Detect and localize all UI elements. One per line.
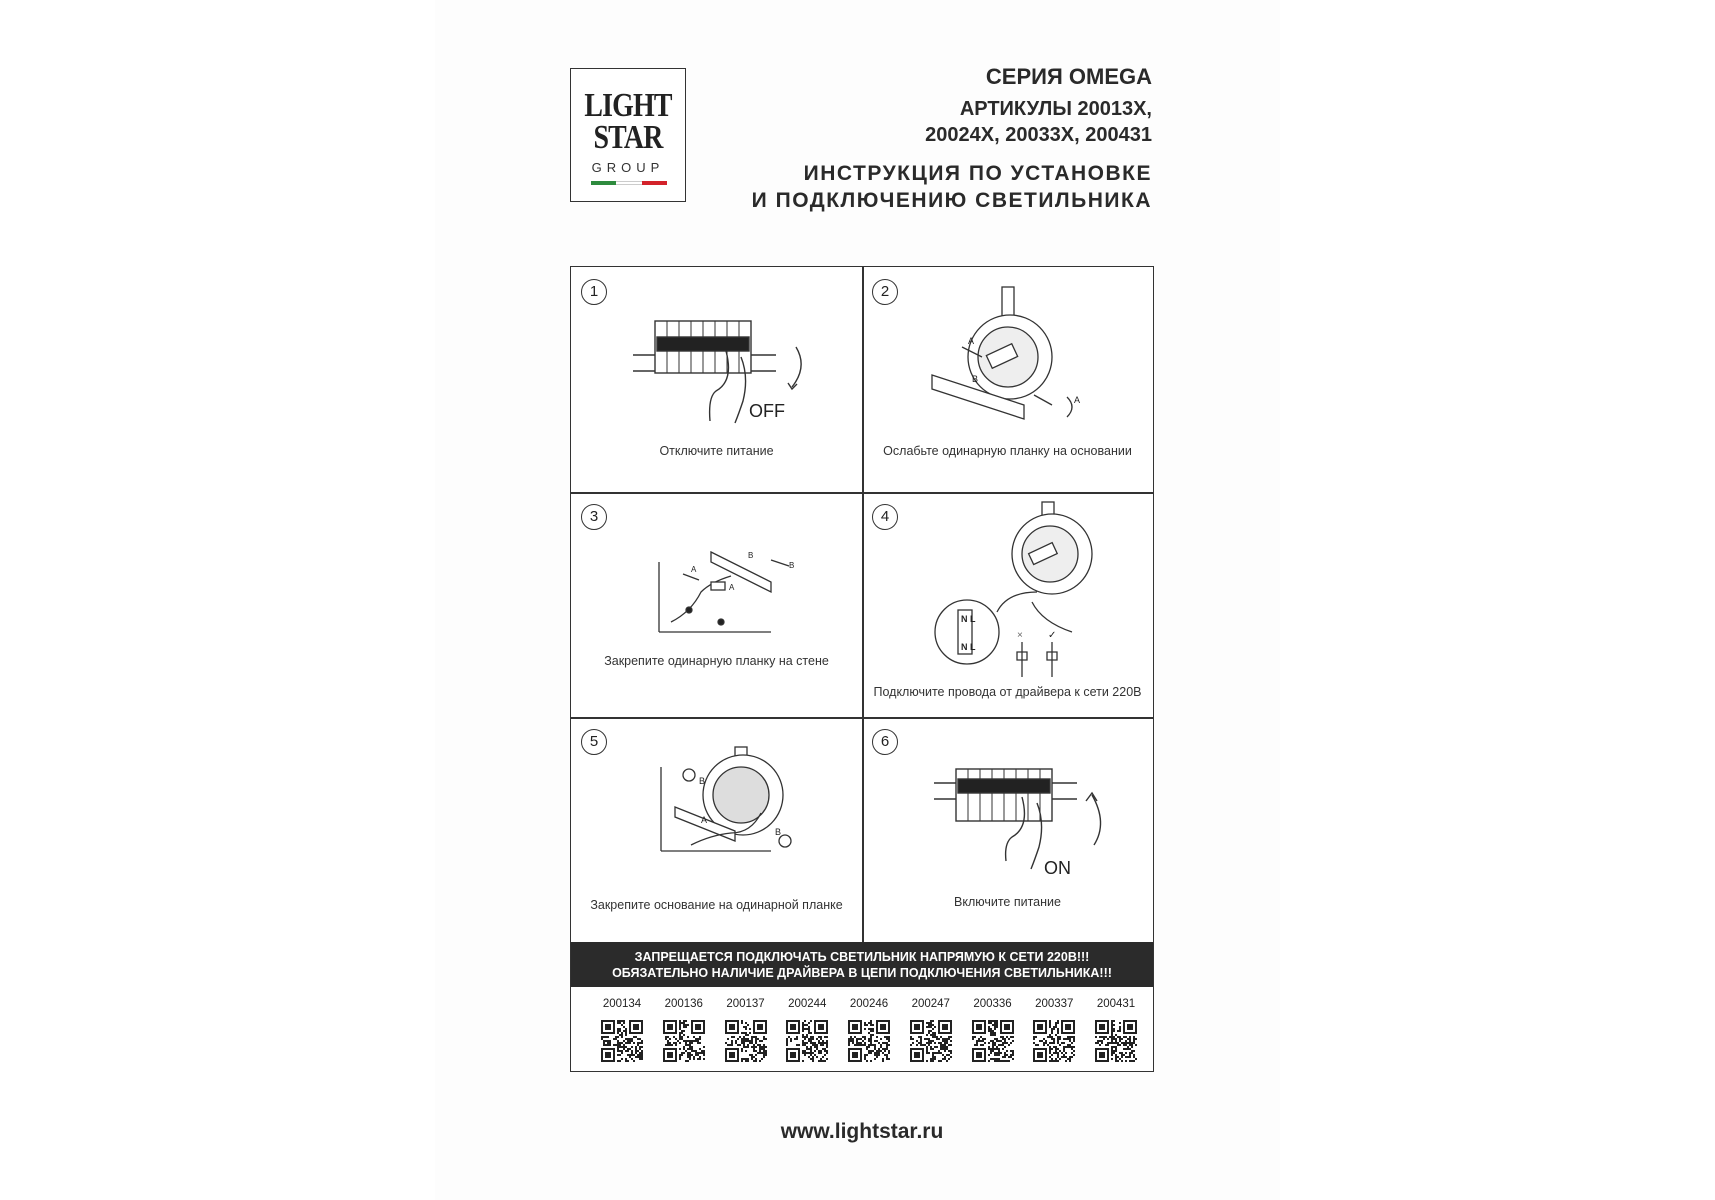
articles-line-1: АРТИКУЛЫ 20013X, [959,98,1152,120]
qr-code-icon[interactable] [1095,1020,1137,1062]
warning-line-1: ЗАПРЕЩАЕТСЯ ПОДКЛЮЧАТЬ СВЕТИЛЬНИК НАПРЯМУЮ К СЕТИ 220В!!! [634,950,1090,964]
connect-wires-illustration [862,492,1153,717]
step-number: 5 [581,729,607,755]
instruction-title-line-2: И ПОДКЛЮЧЕНИЮ СВЕТИЛЬНИКА [751,189,1152,212]
svg-text:N L: N L [961,642,976,652]
step-number: 2 [872,279,898,305]
step-caption: Ослабьте одинарную планку на основании [883,444,1132,458]
step-number: 1 [581,279,607,305]
qr-label: 200337 [1035,998,1074,1010]
qr-item [1093,997,1139,1067]
qr-item [661,997,707,1067]
step-caption: Подключите провода от драйвера к сети 220В [873,685,1142,699]
qr-code-icon[interactable] [786,1020,828,1062]
qr-label: 200137 [726,998,765,1010]
on-label: ON [1044,858,1071,878]
flag-green [591,181,616,185]
qr-label: 200134 [602,998,642,1010]
qr-label: 200246 [849,998,889,1010]
qr-item [599,997,645,1067]
qr-label: 200336 [973,998,1012,1010]
step-2 [862,267,1153,492]
step-5 [571,717,862,942]
qr-label: 200431 [1096,998,1136,1010]
italian-flag-stripe [591,181,667,185]
svg-text:B: B [699,776,706,786]
svg-text:✓: ✓ [1048,630,1057,641]
qr-code-icon[interactable] [1033,1020,1075,1062]
website-url[interactable]: www.lightstar.ru [780,1120,944,1143]
qr-label: 200136 [664,998,703,1010]
qr-item [784,997,830,1067]
logo-text-light: LIGHT [584,87,672,124]
articles-line-2: 20024X, 20033X, 200431 [925,124,1152,146]
qr-code-icon[interactable] [663,1020,705,1062]
qr-code-icon[interactable] [725,1020,767,1062]
svg-text:B: B [972,374,979,384]
qr-item [970,997,1016,1067]
flag-white [616,181,641,185]
qr-code-row [599,997,1139,1067]
step-caption: Закрепите основание на одинарной планке [590,898,843,912]
svg-text:B: B [748,551,754,560]
svg-text:N L: N L [961,614,976,624]
step-1 [571,267,862,492]
svg-text:A: A [968,336,975,346]
qr-label: 200244 [788,998,827,1010]
logo-text-star: STAR [593,119,663,156]
step-4 [862,492,1153,717]
off-label: OFF [749,401,785,421]
qr-code-icon[interactable] [848,1020,890,1062]
fix-bracket-wall-illustration [571,492,862,717]
document-header [752,62,1152,214]
svg-text:×: × [1017,630,1023,641]
loosen-bracket-illustration [862,267,1153,492]
qr-code-icon[interactable] [601,1020,643,1062]
warning-banner [571,942,1153,987]
warning-line-2: ОБЯЗАТЕЛЬНО НАЛИЧИЕ ДРАЙВЕРА В ЦЕПИ ПОДКЛЮЧЕНИЯ СВЕТИЛЬНИКА!!! [612,966,1112,980]
step-number: 4 [872,504,898,530]
series-title: СЕРИЯ OMEGA [985,64,1152,89]
step-caption: Отключите питание [659,444,774,458]
svg-text:A: A [729,583,735,592]
qr-label: 200247 [911,998,950,1010]
logo-text-group: GROUP [591,160,665,175]
svg-text:B: B [789,561,795,570]
svg-text:B: B [775,827,782,837]
breaker-off-illustration [571,267,862,492]
step-number: 3 [581,504,607,530]
qr-code-icon[interactable] [972,1020,1014,1062]
brand-logo [570,68,686,202]
instruction-steps-grid [570,266,1154,1072]
step-caption: Закрепите одинарную планку на стене [604,654,829,668]
qr-item [846,997,892,1067]
svg-text:A: A [691,565,697,574]
qr-item [908,997,954,1067]
qr-code-icon[interactable] [910,1020,952,1062]
step-6 [862,717,1153,942]
step-number: 6 [872,729,898,755]
qr-item [1031,997,1077,1067]
instruction-title-line-1: ИНСТРУКЦИЯ ПО УСТАНОВКЕ [803,162,1152,185]
flag-red [642,181,667,185]
svg-text:A: A [701,815,708,825]
svg-text:A: A [1074,395,1081,405]
qr-item [723,997,769,1067]
step-3 [571,492,862,717]
step-caption: Включите питание [954,895,1061,909]
